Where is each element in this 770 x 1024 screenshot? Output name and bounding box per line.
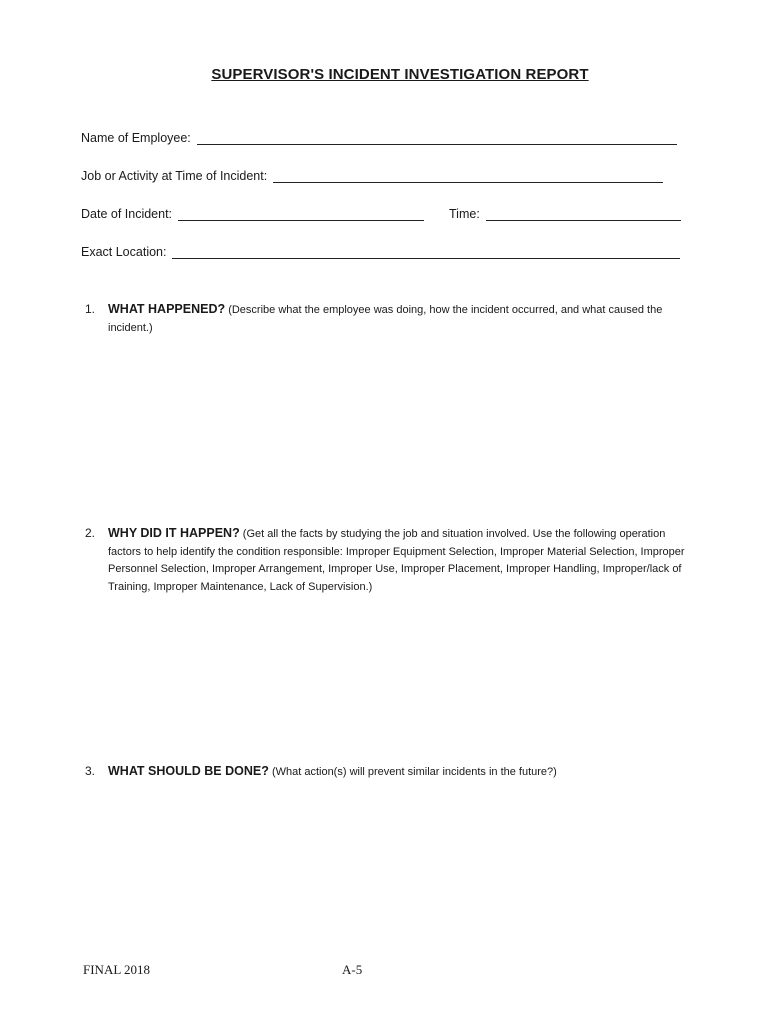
question-text: (Describe what the employee was doing, how the incident occurred, and what caused the incident.) <box>108 304 663 334</box>
question-text: (Get all the facts by studying the job and situation involved. Use the following operation factors to help identify the condition responsible: Improper Equipment Selection, Improper Material Selection, Improper Personnel Selection, Improper Arrangement, Improper Use, Improper Placement, Improper Handling, Improper/lack of Training, Improper Maintenance, Lack of Supervision.) <box>108 528 685 593</box>
time-field <box>449 207 681 221</box>
question-number: 2. <box>85 526 96 540</box>
question-heading: WHAT HAPPENED? <box>108 302 226 316</box>
footer-version: FINAL 2018 <box>83 962 151 977</box>
question-what-should-be-done <box>85 763 690 782</box>
employee-name-field <box>81 131 677 145</box>
location-field <box>81 245 680 259</box>
date-blank[interactable] <box>178 208 424 221</box>
time-blank[interactable] <box>486 208 681 221</box>
footer-page-number: A-5 <box>342 962 363 977</box>
question-why-did-it-happen <box>85 525 690 596</box>
job-activity-field <box>81 169 663 183</box>
question-number: 3. <box>85 764 96 778</box>
question-text: (What action(s) will prevent similar incidents in the future?) <box>271 766 557 778</box>
location-blank[interactable] <box>172 246 680 259</box>
job-activity-label: Job or Activity at Time of Incident: <box>81 169 268 183</box>
employee-name-label: Name of Employee: <box>81 131 191 145</box>
question-number: 1. <box>85 302 96 316</box>
time-label: Time: <box>449 207 480 221</box>
date-field <box>81 207 424 221</box>
job-activity-blank[interactable] <box>273 170 663 183</box>
page-title: SUPERVISOR'S INCIDENT INVESTIGATION REPORT <box>211 66 589 83</box>
date-label: Date of Incident: <box>81 207 173 221</box>
location-label: Exact Location: <box>81 245 167 259</box>
question-heading: WHAT SHOULD BE DONE? <box>108 764 269 778</box>
question-what-happened <box>85 301 690 337</box>
employee-name-blank[interactable] <box>197 132 677 145</box>
question-heading: WHY DID IT HAPPEN? <box>108 526 240 540</box>
